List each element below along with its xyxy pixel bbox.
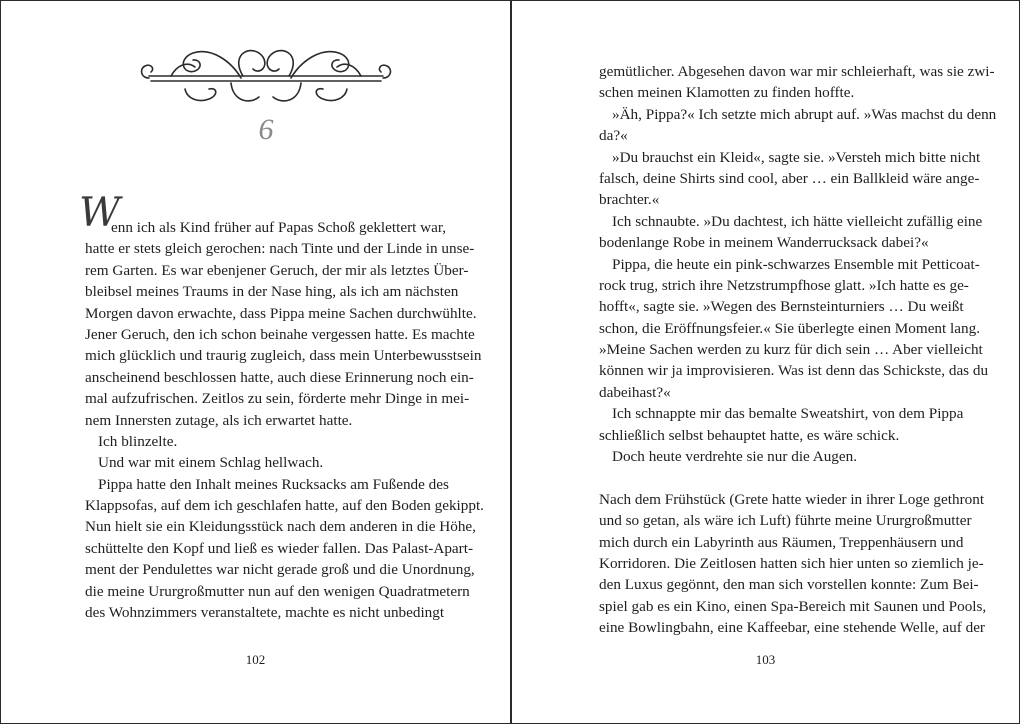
text-line: schließlich selbst behauptet hatte, es wäre schick.: [599, 426, 900, 444]
text-line: Ich schnaubte. »Du dachtest, ich hätte vielleicht zufällig eine: [612, 212, 983, 230]
text-line: mal aufzufrischen. Zeitlos zu sein, förderte mehr Dinge in mei-: [85, 390, 470, 408]
text-line: schüttelte den Kopf und ließ es wieder fallen. Das Palast-Apart-: [85, 539, 474, 557]
right-page: [512, 1, 1019, 723]
text-line: können wir ja improvisieren. Was ist denn das Schickste, das du: [599, 362, 989, 380]
text-line: falsch, deine Shirts sind cool, aber … ein Ballkleid wäre ange-: [599, 169, 980, 187]
left-body-text: [79, 190, 484, 623]
text-line: Und war mit einem Schlag hellwach.: [98, 454, 324, 472]
text-line: hatte er stets gleich gerochen: nach Tinte und der Linde in unse-: [85, 240, 475, 258]
text-line: »Du brauchst ein Kleid«, sagte sie. »Versteh mich bitte nicht: [612, 148, 981, 166]
text-line: Pippa hatte den Inhalt meines Rucksacks am Fußende des: [98, 475, 449, 493]
text-line: dabeihast?«: [599, 383, 671, 401]
text-line: bodenlange Robe in meinem Wanderrucksack dabei?«: [599, 234, 929, 252]
text-line: Doch heute verdrehte sie nur die Augen.: [612, 448, 858, 466]
text-line: Nun hielt sie ein Kleidungsstück nach dem anderen in die Höhe,: [85, 518, 476, 536]
text-line: Jener Geruch, den ich schon beinahe vergessen hatte. Es machte: [85, 325, 475, 343]
text-line: den Luxus gegönnt, den man sich vorstellen konnte: Zum Bei-: [599, 576, 979, 594]
text-line: Ich blinzelte.: [98, 432, 178, 450]
text-line: mich glücklich und traurig zugleich, dass mein Unterbewusstsein: [85, 347, 482, 365]
text-line: nem Innersten zutage, als ich erwartet hatte.: [85, 411, 353, 429]
text-line: rem Garten. Es war ebenjener Geruch, der mir als letztes Über-: [85, 261, 469, 279]
page-number: 102: [245, 652, 266, 667]
text-line: anscheinend beschlossen hatte, auch diese Erinnerung noch ein-: [85, 368, 474, 386]
chapter-number: 6: [258, 113, 274, 146]
text-line: und so getan, als wäre ich Luft) führte meine Ururgroßmutter: [599, 512, 972, 530]
text-line: schen meinen Klamotten zu finden hoffte.: [599, 84, 855, 102]
text-line: gemütlicher. Abgesehen davon war mir schleierhaft, was sie zwi-: [599, 63, 995, 80]
text-line: Nach dem Frühstück (Grete hatte wieder in ihrer Loge gethront: [599, 490, 985, 508]
text-line: Morgen davon erwachte, dass Pippa meine Sachen durchwühlte.: [85, 304, 477, 322]
text-line: mich durch ein Labyrinth aus Räumen, Treppenhäusern und: [599, 533, 964, 551]
chapter-ornament: [131, 41, 401, 151]
text-line: ment der Pendulettes war nicht gerade groß und die Unordnung,: [85, 561, 475, 579]
text-line: schon, die Eröffnungsfeier.« Sie überlegte einen Moment lang.: [599, 319, 980, 337]
section-break: [599, 467, 948, 488]
drop-cap: W: [79, 190, 121, 236]
text-line: bleibsel meines Traums in der Nase hing, als ich am nächsten: [85, 283, 459, 301]
text-line: Ich schnappte mir das bemalte Sweatshirt, von dem Pippa: [612, 405, 964, 423]
text-line: »Meine Sachen werden zu kurz für dich sein … Aber vielleicht: [599, 341, 983, 359]
text-line: eine Bowlingbahn, eine Kaffeebar, eine stehende Welle, auf der: [599, 619, 985, 637]
text-line: W enn ich als Kind früher auf Papas Schoß geklettert war,: [79, 190, 447, 236]
page-number: 103: [755, 652, 776, 667]
right-body-text: [599, 61, 997, 639]
text-line: rock trug, strich ihre Netzstrumpfhose glatt. »Ich hatte es ge-: [599, 276, 969, 294]
text-line: da?«: [599, 127, 628, 145]
text-line: spiel gab es ein Kino, einen Spa-Bereich mit Saunen und Pools,: [599, 597, 987, 615]
text-line: »Äh, Pippa?« Ich setzte mich abrupt auf. »Was machst du denn: [612, 105, 997, 123]
text-line: Klappsofas, auf dem ich geschlafen hatte, auf den Boden gekippt.: [85, 497, 484, 515]
text-line: Korridoren. Die Zeitlosen hatten sich hier unten so ziemlich je-: [599, 554, 984, 572]
flourish-ornament-icon: [131, 41, 401, 121]
text-line: brachter.«: [599, 191, 660, 209]
text-line: hofft«, sagte sie. »Wegen des Bernsteinturniers … Du weißt: [599, 298, 964, 316]
text-line: Pippa, die heute ein pink-schwarzes Ensemble mit Petticoat-: [612, 255, 980, 273]
text-line: die meine Ururgroßmutter nun auf den wenigen Quadratmetern: [85, 582, 470, 600]
left-page: [1, 1, 510, 723]
text-line: des Wohnzimmers veranstaltete, machte es nicht unbedingt: [85, 604, 445, 622]
